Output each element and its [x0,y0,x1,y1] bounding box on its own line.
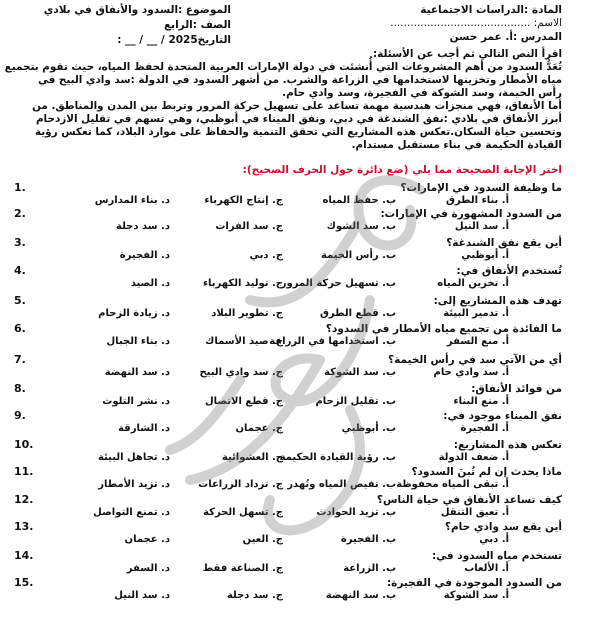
question-option-d[interactable]: د. تزيد الأمطار [98,479,170,490]
question-option-a[interactable]: أ. بناء الطرق [446,195,509,206]
passage-line: مياه الأمطار وتخزينها لاستخدامها في الزراعة والشرب. من أشهر السدود في الدولة :سد وادي البيح في [37,74,562,86]
question-option-d[interactable]: د. عجمان [124,534,170,545]
question-option-a[interactable]: أ. تدمير البيئة [443,308,509,319]
question-number: 6. [14,322,26,335]
question-text: كيف تساعد الأنفاق في حياة الناس؟ [376,494,562,506]
question-text: من السدود الموجودة في الفجيرة: [386,577,562,589]
question-option-d[interactable]: د. تمنع التواصل [93,507,170,518]
passage-line: تُعَدُّ السدود من أهم المشروعات التي أُنشئت في دولة الإمارات العربية المتحدة لحفظ المياه، حيث تقوم بتجميع [4,61,562,73]
question-text: تستخدم مياه السدود في: [431,550,562,562]
question-number: 14. [14,549,34,562]
question-option-d[interactable]: د. سد دجلة [116,221,170,232]
question-text: ماذا يحدث إن لم تُبنَ السدود؟ [411,466,562,478]
question-number: 5. [14,294,26,307]
instruction-text: اختر الإجابة الصحيحة مما يلي (ضع دائرة حول الحرف الصحيح): [242,164,562,176]
question-option-d[interactable]: د. سد النيل [114,590,170,601]
question-number: 12. [14,493,34,506]
question-option-d[interactable]: د. الصيد [130,278,170,289]
question-text: أي من الآتي سد في رأس الخيمة؟ [387,354,562,366]
question-option-a[interactable]: أ. سد النيل [454,221,509,232]
question-text: ما الفائدة من تجميع مياه الأمطار في السدود؟ [325,323,562,335]
question-option-b[interactable]: ب. تقليل الزحام [315,396,396,407]
question-option-a[interactable]: أ. منع السفر [446,336,509,347]
question-option-c[interactable]: ج. تزداد الزراعات [198,479,283,490]
question-option-b[interactable]: ب. سد النهضة [325,590,396,601]
question-option-c[interactable]: ج. توليد الكهرباء [202,278,283,289]
question-option-b[interactable]: ب. تسهيل حركة المرور [280,278,396,289]
question-option-a[interactable]: أ. تبقى المياه محفوظة [396,479,509,490]
question-number: 11. [14,465,34,478]
question-option-a[interactable]: أ. سد وادي حام [433,367,509,378]
passage-line: وتحسين حياة السكان.تعكس هذه المشاريع التي تحقق التنمية والحفاظ على موارد البلاد، كما تعكس رؤية [34,126,562,138]
question-option-c[interactable]: ج. عجمان [235,423,283,434]
passage-line: أبرز الأنفاق في بلادي :نفق الشندغة في دبي، ونفق الميناء في أبوظبي، وهي تسهم في تقليل الازدحام [35,113,562,125]
question-option-a[interactable]: أ. الألعاب [464,563,509,574]
topic-label: الموضوع :السدود والأنفاق في بلادي [43,4,231,16]
question-option-c[interactable]: ج. العين [242,534,283,545]
question-option-c[interactable]: ج. سد دجلة [226,590,283,601]
question-option-b[interactable]: ب. حفظ المياه [322,195,396,206]
question-option-a[interactable]: أ. دبي [479,534,509,545]
question-text: ما وظيفة السدود في الإمارات؟ [400,182,562,194]
question-text: من السدود المشهورة في الإمارات: [380,208,562,220]
question-option-c[interactable]: ج. إنتاج الكهرباء [204,195,283,206]
subject-label: المادة :الدراسات الاجتماعية [420,4,562,16]
question-option-c[interactable]: ج. العشوائية [221,452,283,463]
question-number: 13. [14,520,34,533]
question-text: نفق الميناء موجود في: [443,410,562,422]
question-option-b[interactable]: ب. سد الشوك [326,221,396,232]
grade-label: الصف :الرابع [163,19,231,31]
question-text: تهدف هذه المشاريع إلى: [433,295,562,307]
question-option-d[interactable]: د. نشر التلوث [102,396,170,407]
question-number: 7. [14,353,26,366]
question-option-c[interactable]: ج. دبي [249,250,283,261]
question-option-b[interactable]: ب. رؤية القيادة الحكيمة [279,452,396,463]
question-text: أين يقع نفق الشندغة؟ [446,237,562,249]
question-number: 8. [14,382,26,395]
question-option-c[interactable]: ج. سد الفرات [215,221,283,232]
question-number: 4. [14,264,26,277]
question-option-d[interactable]: د. بناء الجبال [106,336,170,347]
passage-line: رأس الخيمة، وسد الشوكة في الفجيرة، وسد وادي حام. [282,87,562,99]
question-text: تُستخدم الأنفاق في: [456,265,562,277]
passage-line: القيادة الحكيمة في بناء مستقبل مستدام. [351,139,562,151]
question-number: 1. [14,181,26,194]
question-option-a[interactable]: أ. تخزين المياه [437,278,509,289]
question-number: 10. [14,438,34,451]
teacher-label: المدرس :أ. عمر حسن [449,31,562,43]
question-option-b[interactable]: ب. أبوظبي [341,423,396,434]
question-option-b[interactable]: ب. سد الشوكة [324,367,396,378]
question-option-b[interactable]: ب. الزراعة [343,563,396,574]
question-option-b[interactable]: ب. تزيد الحوادث [316,507,396,518]
question-option-c[interactable]: ج. سد وادي البيح [199,367,283,378]
question-option-b[interactable]: ب. الفجيرة [340,534,396,545]
question-option-a[interactable]: أ. منع البناء [453,396,509,407]
student-name-field: الاسم: .......................................... [390,17,562,29]
date-label: التاريخ2025 / __ / __ : [117,34,231,46]
question-option-b[interactable]: ب. استخدامها في الزراعة [269,336,396,347]
question-option-d[interactable]: د. بناء المدارس [94,195,170,206]
question-option-c[interactable]: ج. تسهل الحركة [203,507,283,518]
question-option-a[interactable]: أ. ضعف الدولة [438,452,509,463]
question-text: من فوائد الأنفاق: [471,383,562,395]
question-option-a[interactable]: أ. تعيق التنقل [440,507,509,518]
passage-intro: اقرأ النص التالي ثم أجب عن الأسئلة: [373,48,562,60]
question-option-b[interactable]: ب. تفيض المياه وتُهدر [287,479,396,490]
question-option-d[interactable]: د. تجاهل البيئة [98,452,170,463]
question-option-a[interactable]: أ. سد الشوكة [443,590,509,601]
passage-line: أما الأنفاق، فهي منجزات هندسية مهمة تساعد على تسهيل حركة المرور وتربط بين المدن والمناطق. من [32,100,562,112]
question-option-d[interactable]: د. السفر [126,563,170,574]
question-number: 2. [14,207,26,220]
question-option-b[interactable]: ب. رأس الخيمة [320,250,396,261]
question-option-b[interactable]: ب. قطع الطرق [319,308,396,319]
question-number: 15. [14,576,34,589]
question-option-a[interactable]: أ. الفجيرة [460,423,509,434]
question-option-d[interactable]: د. زيادة الزحام [98,308,170,319]
question-option-d[interactable]: د. سد النهضة [104,367,170,378]
question-option-d[interactable]: د. الشارقة [118,423,170,434]
question-number: 3. [14,236,26,249]
question-option-c[interactable]: ج. قطع الاتصال [204,396,283,407]
question-option-c[interactable]: ج. صيد الأسماك [205,336,283,347]
question-option-d[interactable]: د. الفجيرة [119,250,170,261]
question-option-c[interactable]: ج. تطوير البلاد [211,308,283,319]
question-text: أين يقع سد وادي حام؟ [444,521,562,533]
question-text: تعكس هذه المشاريع: [453,439,562,451]
question-option-a[interactable]: أ. أبوظبي [461,250,509,261]
question-option-c[interactable]: ج. الصناعة فقط [202,563,283,574]
question-number: 9. [14,409,26,422]
